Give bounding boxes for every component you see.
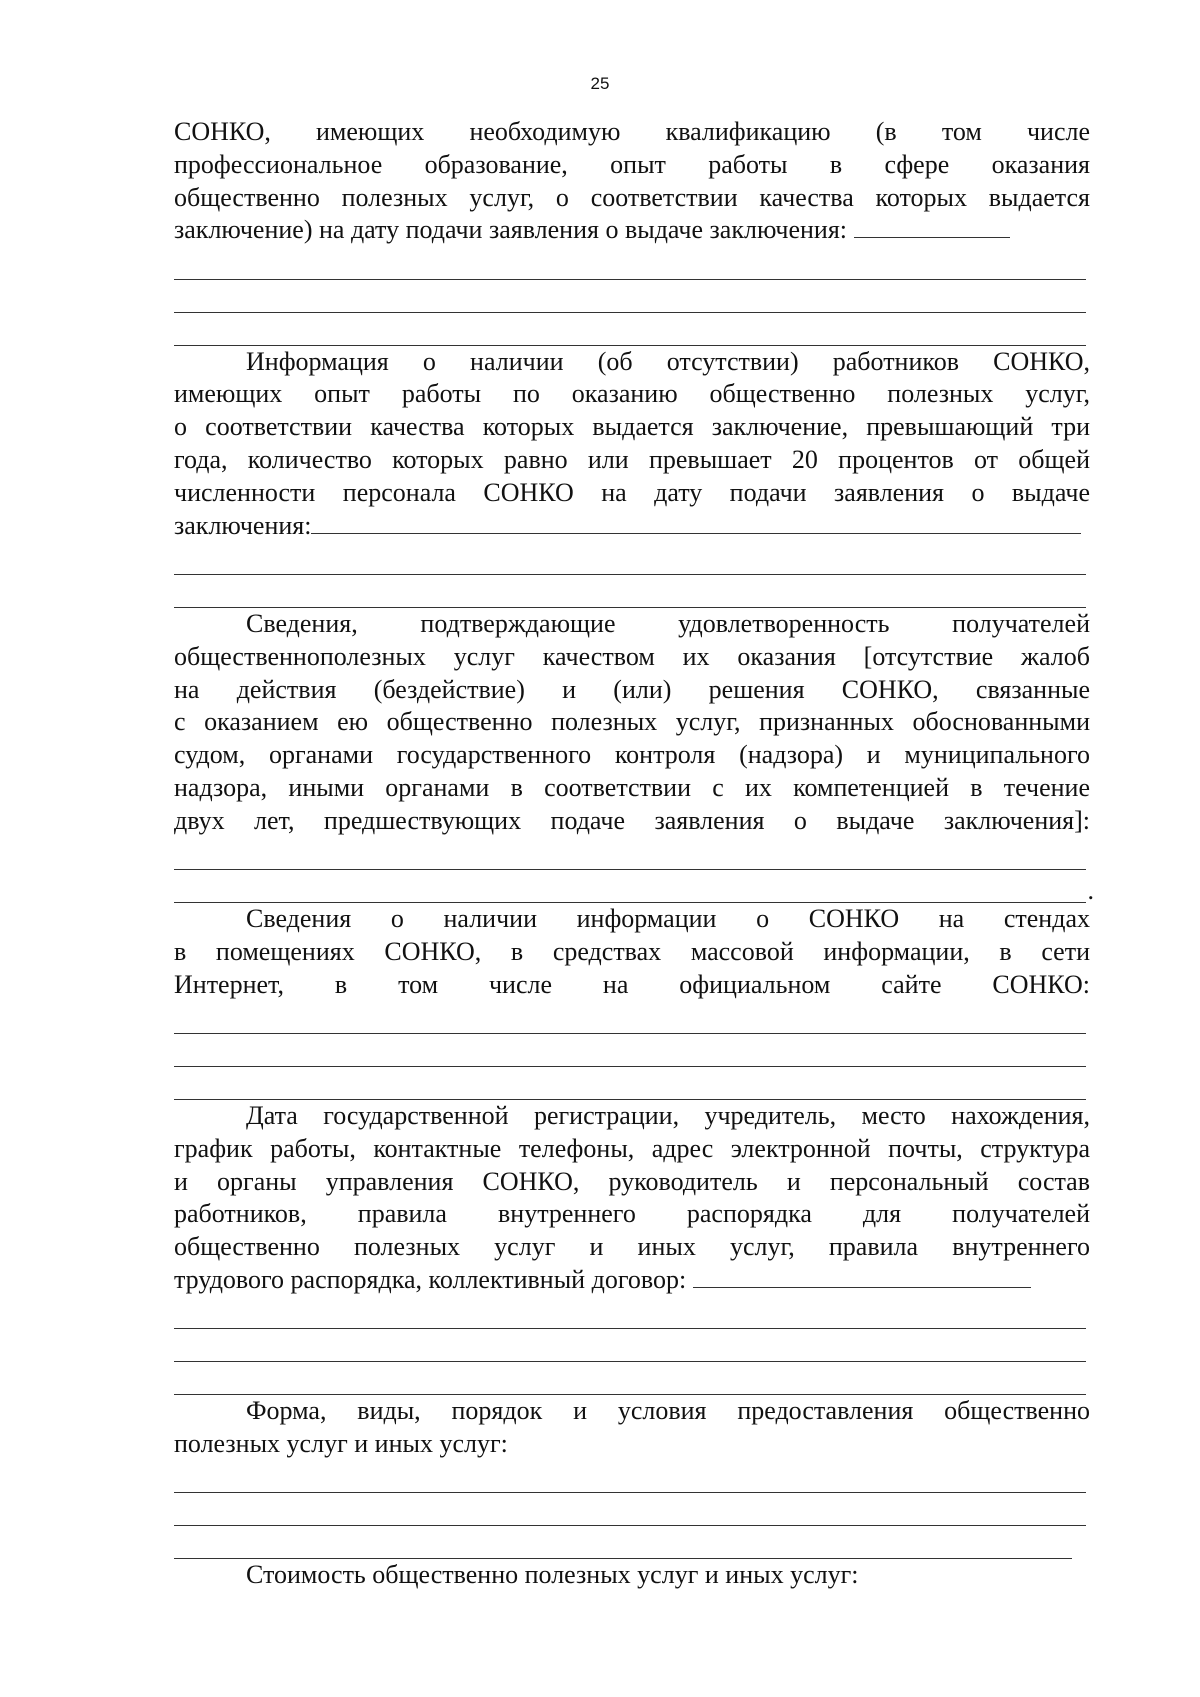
fill-in-line[interactable]	[174, 870, 1094, 906]
page-number: 25	[590, 74, 610, 93]
text-fragment: трудового распорядка, коллективный договор:	[174, 1264, 687, 1294]
text-line: численности персонала СОНКО на дату подачи заявления о выдаче	[174, 477, 1090, 507]
fill-in-line[interactable]	[174, 542, 1086, 575]
fill-in-line[interactable]	[174, 1461, 1086, 1494]
text-fragment: Информация о наличии (об отсутствии) работников СОНКО,	[246, 346, 1090, 376]
text-line	[174, 1559, 1090, 1592]
text-line	[174, 346, 1090, 379]
text-line	[174, 608, 1090, 641]
text-fragment: Сведения о наличии информации о СОНКО на стендах	[246, 904, 1090, 934]
fill-in-line[interactable]	[174, 575, 1086, 608]
text-line	[174, 214, 1090, 247]
fill-in-field[interactable]	[693, 1265, 1031, 1288]
text-line: двух лет, предшествующих подаче заявления о выдаче заключения]:	[174, 805, 1090, 835]
text-line	[174, 1264, 1090, 1297]
text-line: надзора, иными органами в соответствии с их компетенцией в течение	[174, 772, 1090, 802]
text-line	[174, 510, 1090, 543]
section-registration	[174, 1100, 1090, 1395]
text-line: на действия (бездействие) и (или) решения СОНКО, связанные	[174, 674, 1090, 704]
text-line	[174, 1395, 1090, 1428]
fill-in-line[interactable]	[174, 1329, 1086, 1362]
text-line: имеющих опыт работы по оказанию общественно полезных услуг,	[174, 379, 1090, 409]
text-line: работников, правила внутреннего распорядка для получателей	[174, 1199, 1090, 1229]
text-fragment: Форма, виды, порядок и условия предоставления общественно	[246, 1396, 1090, 1426]
fill-in-line[interactable]	[174, 1034, 1086, 1067]
text-line: общественно полезных услуг, о соответствии качества которых выдается	[174, 182, 1090, 212]
text-line: в помещениях СОНКО, в средствах массовой информации, в сети	[174, 936, 1090, 966]
text-line: полезных услуг и иных услуг:	[174, 1428, 508, 1458]
end-mark: .	[1087, 876, 1094, 906]
text-line	[174, 903, 1090, 936]
fill-in-line[interactable]	[174, 1526, 1072, 1559]
section-qualification	[174, 116, 1090, 346]
text-fragment: Сведения, подтверждающие удовлетворенность получателей	[246, 608, 1090, 638]
text-line: с оказанием ею общественно полезных услуг, признанных обоснованными	[174, 707, 1090, 737]
text-fragment: заключения:	[174, 510, 312, 540]
section-cost	[174, 1559, 1090, 1592]
fill-in-line[interactable]	[174, 1493, 1086, 1526]
section-information	[174, 903, 1090, 1100]
text-line	[174, 1100, 1090, 1133]
text-line: общественнополезных услуг качеством их оказания [отсутствие жалоб	[174, 641, 1090, 671]
text-line: профессиональное образование, опыт работы в сфере оказания	[174, 149, 1090, 179]
section-satisfaction	[174, 608, 1094, 906]
text-fragment: заключение) на дату подачи заявления о выдаче заключения:	[174, 215, 848, 245]
fill-in-line[interactable]	[174, 1297, 1086, 1330]
section-experience	[174, 346, 1090, 608]
section-form	[174, 1395, 1090, 1559]
text-line: года, количество которых равно или превышает 20 процентов от общей	[174, 444, 1090, 474]
fill-in-line[interactable]	[174, 280, 1086, 313]
fill-in-line[interactable]	[174, 247, 1086, 280]
text-line: общественно полезных услуг и иных услуг, правила внутреннего	[174, 1232, 1090, 1262]
text-line: Интернет, в том числе на официальном сайте СОНКО:	[174, 969, 1090, 999]
document-body	[174, 116, 1094, 1592]
text-line: СОНКО, имеющих необходимую квалификацию (в том числе	[174, 117, 1090, 146]
text-line: о соответствии качества которых выдается заключение, превышающий три	[174, 412, 1090, 442]
text-fragment: Дата государственной регистрации, учредитель, место нахождения,	[246, 1100, 1090, 1130]
fill-in-line[interactable]	[174, 313, 1086, 346]
fill-in-field[interactable]	[854, 215, 1010, 238]
text-line: и органы управления СОНКО, руководитель и персональный состав	[174, 1166, 1090, 1196]
fill-in-line[interactable]	[174, 838, 1086, 871]
fill-in-field[interactable]	[311, 511, 1081, 534]
text-line: судом, органами государственного контроля (надзора) и муниципального	[174, 740, 1090, 770]
fill-in-line[interactable]	[174, 1067, 1086, 1100]
fill-in-line[interactable]	[174, 1002, 1086, 1035]
text-line: график работы, контактные телефоны, адрес электронной почты, структура	[174, 1133, 1090, 1163]
fill-in-line[interactable]	[174, 1362, 1086, 1395]
text-fragment: Стоимость общественно полезных услуг и иных услуг:	[246, 1560, 859, 1590]
